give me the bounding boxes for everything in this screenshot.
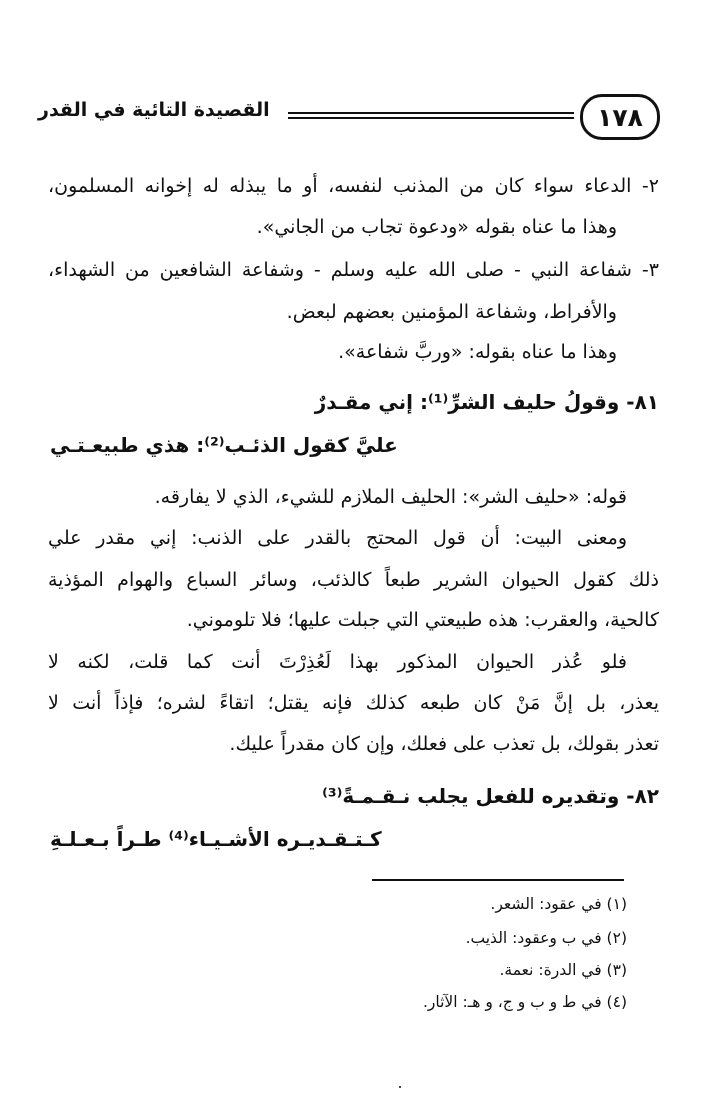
- footnote: (٤) في ط و ب و ج، و هـ: الآثار.: [422, 993, 627, 1011]
- explanation-line: يعذر، بل إنَّ مَنْ كان طبعه كذلك فإنه يقتل؛ اتقاءً لشره؛ فإذاً أنت لا: [48, 692, 659, 714]
- running-title: القصيدة التائية في القدر: [38, 99, 270, 121]
- page-number: ١٧٨: [580, 94, 660, 140]
- explanation-line: كالحية، والعقرب: هذه طبيعتي التي جبلت عليها؛ فلا تلوموني.: [186, 609, 659, 631]
- verse-82-first-hemistich: ٨٢- وتقديره للفعل يجلب نـقـمـةً⁽³⁾: [322, 784, 659, 808]
- verse-82-second-hemistich: كـتـقـديـره الأشـيـاء⁽⁴⁾ طـراً بـعـلـةِ: [50, 827, 382, 851]
- page-header: [38, 90, 660, 150]
- explanation-line: قوله: «حليف الشر»: الحليف الملازم للشيء، الذي لا يفارقه.: [154, 486, 627, 508]
- body-line: ٢- الدعاء سواء كان من المذنب لنفسه، أو ما يبذله له إخوانه المسلمون،: [48, 175, 659, 197]
- explanation-line: فلو عُذر الحيوان المذكور بهذا لَعُذِرْتَ أنت كما قلت، لكنه لا: [48, 651, 627, 673]
- footnote-separator: [372, 879, 624, 881]
- footnote: (٢) في ب وعقود: الذيب.: [465, 929, 627, 947]
- body-line: ٣- شفاعة النبي - صلى الله عليه وسلم - وشفاعة الشافعين من الشهداء،: [48, 259, 659, 281]
- explanation-line: ذلك كقول الحيوان الشرير طبعاً كالذئب، وسائر السباع والهوام المؤذية: [48, 569, 659, 591]
- body-line: والأفراط، وشفاعة المؤمنين بعضهم لبعض.: [286, 301, 617, 323]
- explanation-line: تعذر بقولك، بل تعذب على فعلك، وإن كان مقدراً عليك.: [229, 733, 659, 755]
- header-rule: [288, 112, 574, 122]
- footnote: (١) في عقود: الشعر.: [490, 895, 627, 913]
- footnote: (٣) في الدرة: نعمة.: [499, 961, 627, 979]
- explanation-line: ومعنى البيت: أن قول المحتج بالقدر على الذنب: إني مقدر علي: [48, 527, 627, 549]
- scan-speck: [399, 1086, 401, 1088]
- body-line: وهذا ما عناه بقوله «ودعوة تجاب من الجاني».: [256, 216, 617, 238]
- verse-81-second-hemistich: عليَّ كقول الذئـب⁽²⁾: هذي طبيعـتـي: [50, 433, 398, 457]
- verse-81-first-hemistich: ٨١- وقولُ حليف الشرِّ⁽¹⁾: إني مقـدرٌ: [314, 390, 659, 414]
- body-line: وهذا ما عناه بقوله: «وربَّ شفاعة».: [338, 341, 617, 363]
